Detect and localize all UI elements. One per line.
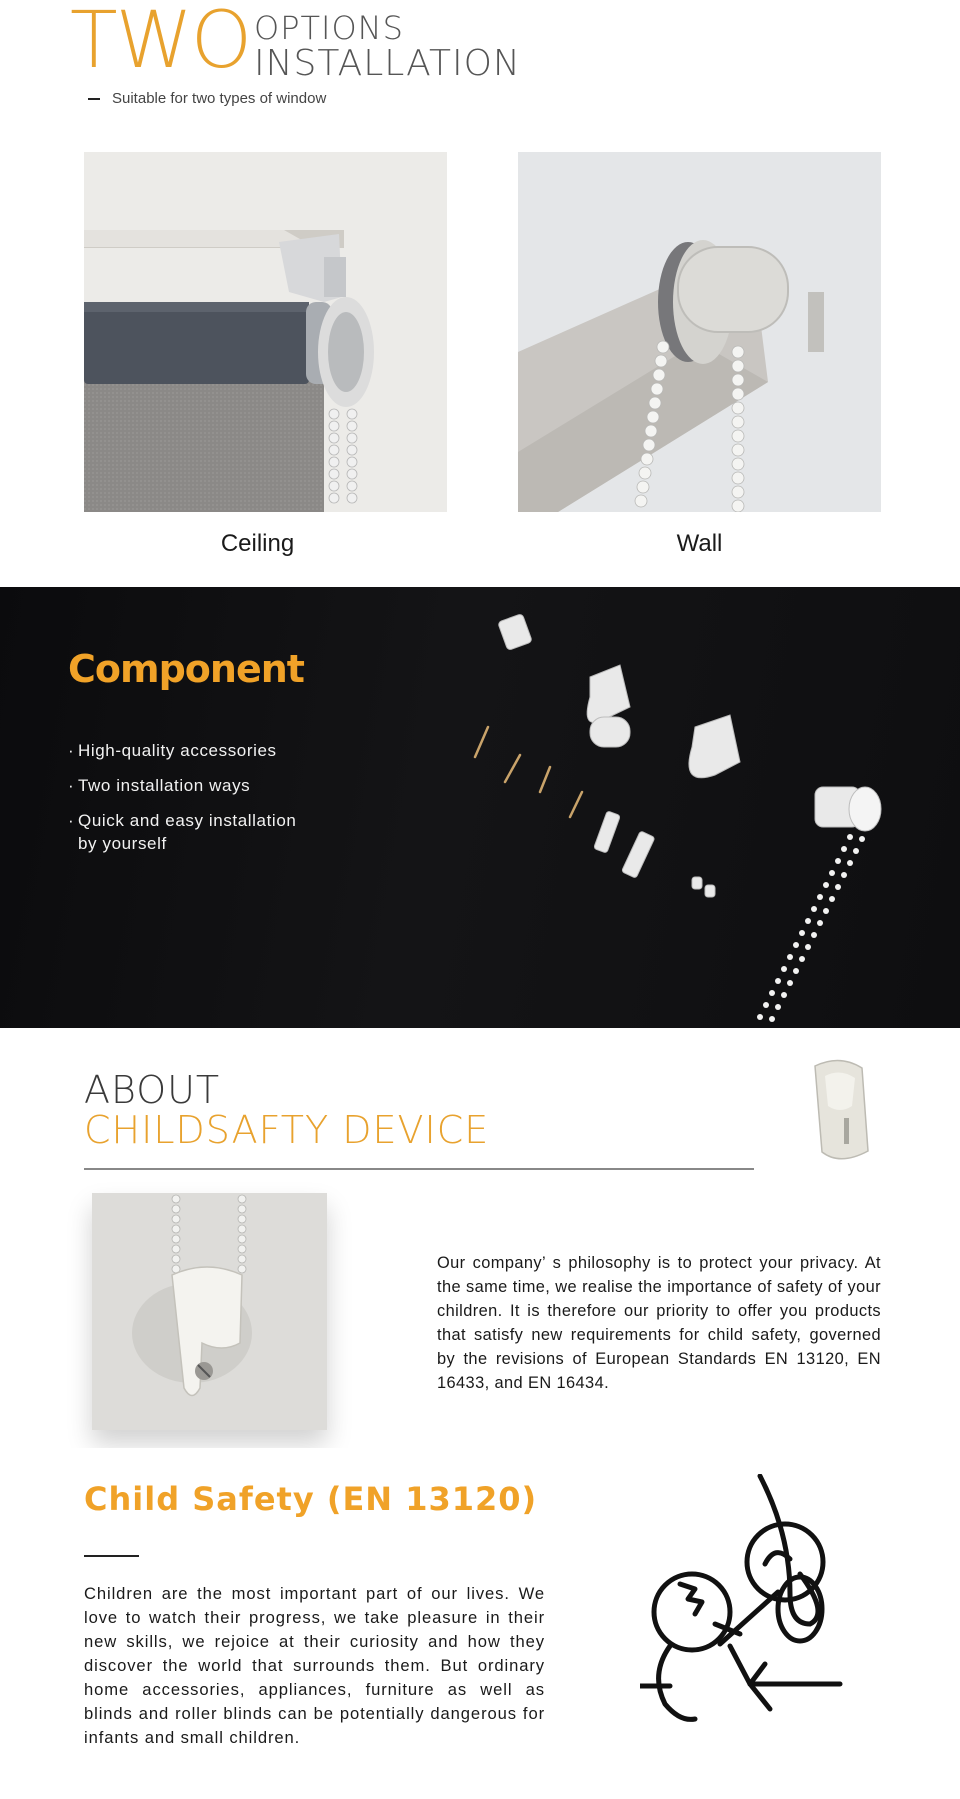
safety-device-illustration: [92, 1193, 327, 1430]
installation-section: [0, 0, 960, 587]
wall-caption: Wall: [676, 530, 723, 557]
installation-heading: INSTALLATION: [254, 43, 521, 84]
wall-mount-photo: [518, 152, 881, 512]
child-safety-section: [0, 1448, 960, 1799]
heading-divider: [84, 1168, 754, 1170]
safety-device-photo: [92, 1193, 327, 1430]
two-heading: TWO: [70, 0, 251, 86]
safety-clip-icon: [800, 1056, 880, 1166]
title-underline: [84, 1555, 139, 1557]
installation-subtitle: Suitable for two types of window: [112, 90, 327, 107]
installation-subtitle-row: [88, 90, 326, 107]
component-parts-illustration: [430, 587, 960, 1028]
wall-mount-illustration: [518, 152, 881, 512]
options-heading: OPTIONS: [254, 9, 404, 47]
child-safety-title: Child Safety (EN 13120): [84, 1480, 538, 1518]
ceiling-caption: Ceiling: [220, 530, 295, 557]
about-section: [0, 1028, 960, 1448]
component-title: Component: [68, 647, 304, 691]
about-paragraph: Our company’ s philosophy is to protect your privacy. At the same time, we realise the importance of safety of your children. It is therefore our priority to offer you products that satisfy new requirements for child safety, governed by the revisions of European Standards EN 13120, EN 16433, and EN 16434.: [437, 1254, 881, 1392]
feature-item: · High-quality accessories: [68, 739, 318, 762]
about-heading: ABOUT: [84, 1068, 221, 1112]
child-cord-warning-icon: [640, 1474, 850, 1734]
ceiling-mount-photo: [84, 152, 447, 512]
feature-item: · Two installation ways: [68, 774, 318, 797]
feature-item: · Quick and easy installation by yourself: [68, 809, 318, 855]
ceiling-mount-illustration: [84, 152, 447, 512]
child-safety-paragraph: Children are the most important part of our lives. We love to watch their progress, we take pleasure in their new skills, we rejoice at their curiosity and how they discover the world that surrounds them. But ordinary home accessories, appliances, furniture as well as blinds and roller blinds can be potentially dangerous for infants and small children.: [84, 1584, 545, 1747]
childsafety-device-heading: CHILDSAFTY DEVICE: [84, 1108, 490, 1152]
dash-icon: [88, 98, 100, 100]
component-feature-list: [68, 739, 318, 867]
options-installation-heading: [254, 9, 521, 84]
component-section: [0, 587, 960, 1028]
